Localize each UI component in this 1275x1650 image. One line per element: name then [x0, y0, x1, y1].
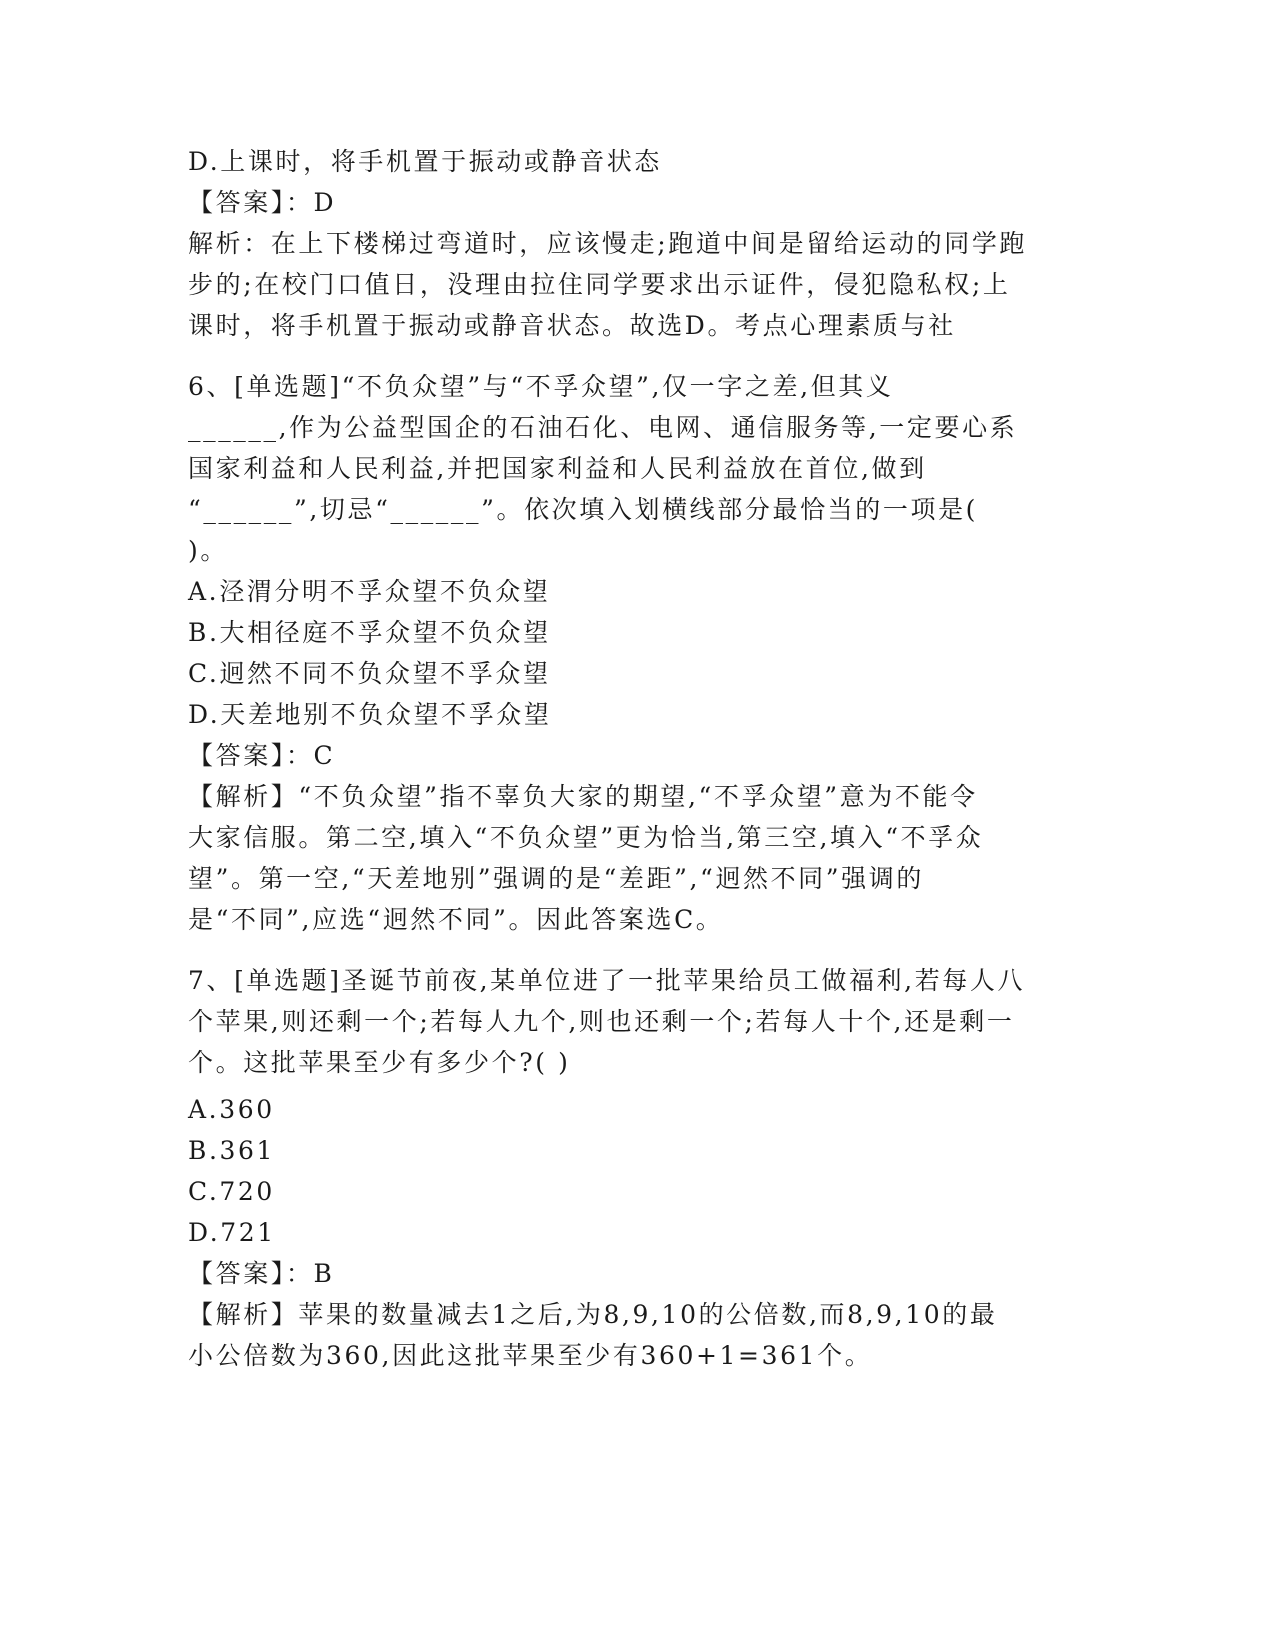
q7-analysis-line-2: 小公倍数为360,因此这批苹果至少有360+1=361个。 — [188, 1341, 873, 1370]
q6-answer: 【答案】：C — [188, 741, 336, 770]
q6-option-c: C.迥然不同不负众望不孚众望 — [188, 659, 551, 688]
q7-question-line-1: 7、[单选题]圣诞节前夜,某单位进了一批苹果给员工做福利,若每人八 — [188, 966, 1026, 995]
q6-analysis-line-1: 【解析】“不负众望”指不辜负大家的期望,“不孚众望”意为不能令 — [188, 782, 978, 811]
q7-question-line-2: 个苹果,则还剩一个;若每人九个,则也还剩一个;若每人十个,还是剩一 — [188, 1007, 1015, 1036]
q6-question-line-1: 6、[单选题]“不负众望”与“不孚众望”,仅一字之差,但其义 — [188, 372, 894, 401]
q6-question-line-2: ______,作为公益型国企的石油石化、电网、通信服务等,一定要心系 — [188, 413, 1018, 442]
q6-analysis-line-2: 大家信服。第二空,填入“不负众望”更为恰当,第三空,填入“不孚众 — [188, 823, 984, 852]
q6-question-line-5: )。 — [188, 536, 228, 565]
q6-option-d: D.天差地别不负众望不孚众望 — [188, 700, 552, 729]
q6-analysis-line-4: 是“不同”,应选“迥然不同”。因此答案选C。 — [188, 905, 724, 934]
q5-analysis-line-2: 步的;在校门口值日，没理由拉住同学要求出示证件，侵犯隐私权;上 — [188, 270, 1011, 299]
q7-option-b: B.361 — [188, 1136, 276, 1165]
q6-question-line-4: “______”,切忌“______”。依次填入划横线部分最恰当的一项是( — [188, 495, 979, 524]
q5-answer: 【答案】：D — [188, 188, 337, 217]
q5-analysis-line-1: 解析：在上下楼梯过弯道时，应该慢走;跑道中间是留给运动的同学跑 — [188, 229, 1028, 258]
q7-option-c: C.720 — [188, 1177, 275, 1206]
q6-option-b: B.大相径庭不孚众望不负众望 — [188, 618, 551, 647]
q5-option-d: D.上课时，将手机置于振动或静音状态 — [188, 147, 662, 176]
q6-analysis-line-3: 望”。第一空,“天差地别”强调的是“差距”,“迥然不同”强调的 — [188, 864, 924, 893]
q5-analysis-line-3: 课时，将手机置于振动或静音状态。故选D。考点心理素质与社 — [188, 311, 956, 340]
q6-question-line-3: 国家利益和人民利益,并把国家利益和人民利益放在首位,做到 — [188, 454, 927, 483]
q7-analysis-line-1: 【解析】苹果的数量减去1之后,为8,9,10的公倍数,而8,9,10的最 — [188, 1300, 998, 1329]
q7-question-line-3: 个。这批苹果至少有多少个?( ) — [188, 1048, 571, 1077]
q7-answer: 【答案】：B — [188, 1259, 335, 1288]
q7-option-a: A.360 — [188, 1095, 275, 1124]
q6-option-a: A.泾渭分明不孚众望不负众望 — [188, 577, 551, 606]
q7-option-d: D.721 — [188, 1218, 276, 1247]
